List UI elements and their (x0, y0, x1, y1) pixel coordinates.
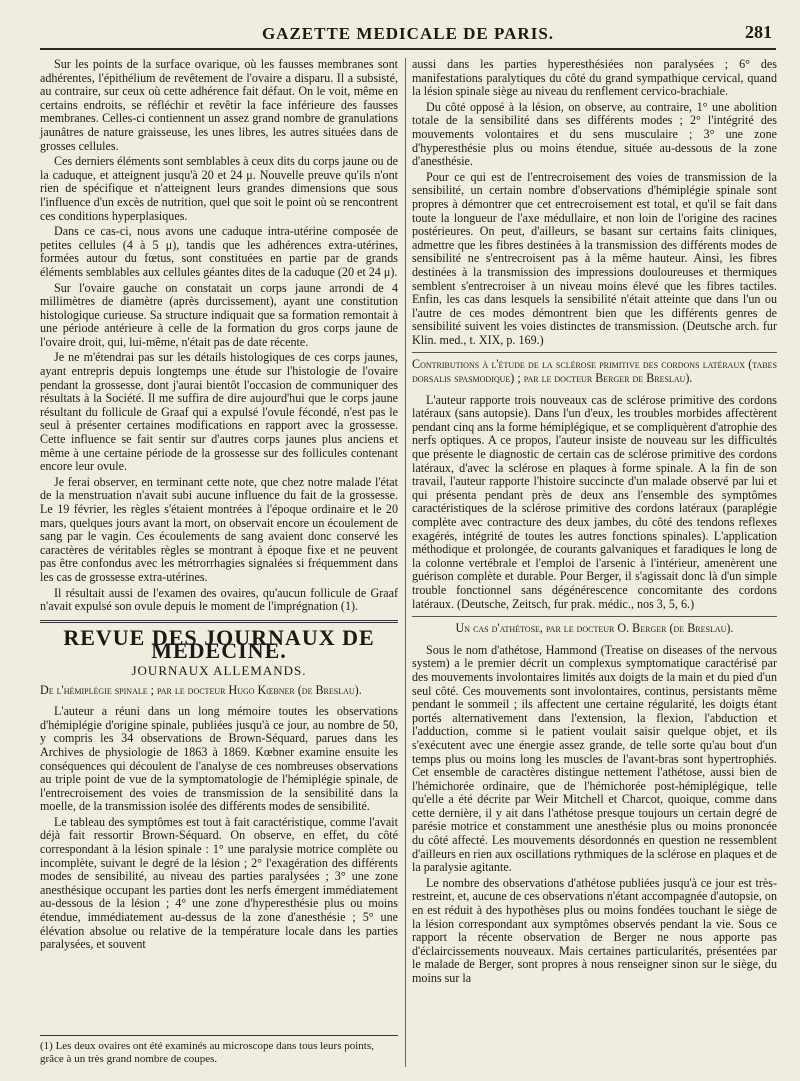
paragraph: Le nombre des observations d'athétose publiées jusqu'à ce jour est très-restreint, et, aucune de ces observations n'étant accompagnée d'autopsie, on en est réduit à des hypothèses plus ou moins fondées touchant le siège de la lésion correspondant aux symptômes observés pendant la vie. Sous ce rapport la récente observation de Berger ne nous apporte pas d'éclaircissements nouveaux. Mais certaines particularités, présentées par le malade de Berger, sont propres à nous renseigner sinon sur le siège, du moins sur la (412, 875, 778, 985)
section-subtitle: JOURNAUX ALLEMANDS. (131, 662, 307, 678)
section-divider (40, 620, 398, 623)
right-column (412, 58, 777, 1073)
paragraph: Sur les points de la surface ovarique, où les fausses membranes sont adhérentes, l'épithélium de revêtement de l'ovaire a disparu. Il a subsisté, au contraire, sur ceux où cette adhérence fait défaut. On le voit, même en certains endroits, se réfléchir et revêtir la face inférieure des fausses membranes. Celles-ci contiennent un assez grand nombre de granulations jaunâtres de nature graisseuse, les unes libres, les autres situées dans de grosses cellules. (40, 57, 398, 153)
paragraph: Je ferai observer, en terminant cette note, que chez notre malade l'état de la menstruation n'avait subi aucune influence du fait de la grossesse. Le 19 février, les règles s'étaient montrées à l'époque ordinaire et le 20 mars, quelques jours avant la mort, on observait encore un écoulement de sang par le vagin. Ces écoulements de sang avaient donc conservé les caractères de véritables règles se montrant à époque fixe et ne peuvent pas être confondus avec les métrorrhagies signalées si fréquemment dans les cas de grossesse extra-utérines. (40, 474, 398, 584)
footnote (40, 1035, 398, 1065)
paragraph: Du côté opposé à la lésion, on observe, au contraire, 1° une abolition totale de la sensibilité dans ses différents modes ; 2° l'intégrité des mouvements volontaires et du sens musculaire ; 3° une zone d'hyperesthésie plus ou moins étendue, située au-dessous de la zone d'anesthésie. (412, 99, 777, 169)
left-column (40, 58, 398, 1073)
paragraph: Il résultait aussi de l'examen des ovaires, qu'aucun follicule de Graaf n'avait expulsé son ovule depuis le moment de l'imprégnation (1). (40, 585, 398, 614)
paragraph: Sur l'ovaire gauche on constatait un corps jaune arrondi de 4 millimètres de diamètre (après durcissement), ayant une constitution histologique curieuse. Sa structure indiquait que sa formation remontait à une période antérieure à celle de la formation du gros corps jaune de l'ovaire droit, qui, lui-même, n'était pas de date récente. (40, 280, 398, 349)
paragraph: Le tableau des symptômes est tout à fait caractéristique, comme l'avait déjà fait ressortir Brown-Séquard. On observe, en effet, du côté correspondant à la lésion spinale : 1° une paralysie motrice complète ou incomplète, suivant le degré de la lésion ; 2° l'exagération des différents modes de sensibilité, au niveau des parties paralysées ; 3° une zone anesthésique occupant les parties dont les nerfs émergent immédiatement au-dessous de la lésion ; 4° une zone d'hyperesthésie plus ou moins étendue, immédiatement au-dessus de la zone d'anesthésie ; 5° une élévation absolue ou relative de la température locale dans les parties paralysées, et souvent (40, 814, 398, 952)
paragraph: Je ne m'étendrai pas sur les détails histologiques de ces corps jaunes, ayant entrepris depuis longtemps une étude sur l'histologie de l'ovaire pendant la grossesse, dont j'aurai bientôt l'occasion de communiquer des résultats à la Société. Il me suffira de dire aujourd'hui que le corps jaune résultant du follicule de Graaf qui a expulsé l'ovule fécondé, n'est pas le seul à présenter certaines modifications en rapport avec la grossesse. Cette influence se fait sentir sur d'autres corps jaunes plus anciens et même à une certaine période de la grossesse sur des follicules contenant encore leur ovule. (40, 350, 398, 474)
journal-title: GAZETTE MEDICALE DE PARIS. (261, 24, 555, 43)
column-divider (405, 58, 406, 1067)
article-title: Contributions à l'étude de la sclérose primitive des cordons latéraux (tabes dorsalis spasmodique) ; par le docteur Berger de Breslau). (412, 357, 777, 386)
paragraph: Sous le nom d'athétose, Hammond (Treatise on diseases of the nervous system) a le premier décrit un complexus symptomatique caractérisé par des mouvements involontaires limités aux doigts de la main et du pied d'un seul côté. Ces mouvements sont involontaires, continus, persistants même pendant le sommeil ; ils affectent une certaine régularité, les doigts étant portés alternativement dans l'extension, la flexion, l'abduction et l'adduction, comme si le patient voulait saisir quelque objet, et ils s'exécutent avec une énergie assez grande, de telle sorte qu'au bout d'un temps plus ou moins long les muscles de l'avant-bras sont hypertrophiés. Cet ensemble de caractères distingue nettement l'athétose, aussi bien de l'hémichorée ordinaire, que de l'hémichorée post-hémiplégique, telle qu'elle a été décrite par Weir Mitchell et Charcot, quoique, comme dans cette dernière, il y ait dans l'athétose presque toujours un certain degré de parésie motrice et constamment une anesthésie plus ou moins prononcée du côté affecté. Les mouvements désordonnés en question ne ressemblent d'ailleurs en rien aux oscillations rythmiques de la sclérose en plaques et de la paralysie agitante. (412, 642, 777, 875)
paragraph: aussi dans les parties hyperesthésiées non paralysées ; 6° des manifestations paralytiques du côté du grand sympathique cervical, quand la lésion spinale siège au niveau du renflement cervico-brachiale. (412, 57, 777, 99)
paragraph: Ces derniers éléments sont semblables à ceux dits du corps jaune ou de la caduque, et atteignent jusqu'à 20 et 24 μ. Nouvelle preuve qu'ils n'ont rien de spécifique et n'atteignent leurs grandes dimensions que sous l'influence d'un excès de nutrition, quel que soit le point où se rencontrent ces conditions hyperplasiques. (40, 154, 398, 223)
footnote-rule (40, 1035, 398, 1036)
paragraph: L'auteur rapporte trois nouveaux cas de sclérose primitive des cordons latéraux (sans autopsie). Dans l'un d'eux, les troubles morbides affectèrent pendant cinq ans la forme hémiplégique, et se compliquèrent d'atrophie des nerfs optiques. A ce propos, l'auteur insiste de nouveau sur les difficultés que présente le diagnostic de certain cas de sclérose primitive des cordons latéraux, d'avec la sclérose en plaques à forme spinale. A la fin de son travail, l'auteur rapporte l'histoire succincte d'un malade observé par lui et qui présenta pendant près de deux ans l'ensemble des symptômes caractéristiques de la sclérose primitive des cordons latéraux (paraplégie complète avec contracture des deux jambes, du côté des tendons reflexes exagérés, intégrité de toutes les autres fonctions spinales). L'application méthodique et prolongée, de courants galvaniques et faradiques le long de la colonne vertébrale et l'emploi de l'arsenic à l'intérieur, amenèrent une guérison complète et durable. Pour Berger, il s'agissait donc là d'un simple trouble fonctionnel sans dégénérescence concomitante des cordons latéraux. (Deutsche, Zeitsch, fur prak. médic., nos 3, 5, 6.) (412, 392, 777, 611)
article-divider (412, 352, 777, 353)
article-title: De l'hémiplégie spinale ; par le docteur Hugo Kœbner (de Breslau). (40, 682, 362, 697)
footnote-text: (1) Les deux ovaires ont été examinés au microscope dans tous leurs points, grâce à un très grand nombre de coupes. (40, 1040, 374, 1065)
section-title: REVUE DES JOURNAUX DE MEDECINE. (63, 624, 375, 664)
article-divider (412, 616, 777, 617)
page-header (40, 18, 776, 50)
paragraph: Pour ce qui est de l'entrecroisement des voies de transmission de la sensibilité, un certain nombre d'observations d'hémiplégie spinale sont propres à démontrer que cet entrecroisement est total, et qu'il se fait dans toute la longueur de l'axe médullaire, et non loin de l'origine des racines postérieures. On peut, d'ailleurs, se basant sur certains faits cliniques, admettre que les fibres destinées à la transmission des différents modes de sensibilité ne s'entrecroisent pas à la même hauteur. Ainsi, les fibres destinées à la transmission des impressions douloureuses et thermiques semblent s'entrecroiser à un niveau moins élevé que les fibres tactiles. Enfin, les cas dans lesquels la sensibilité n'était atteinte que dans l'un ou l'autre de ces modes démontrent bien que les différents genres de sensibilité suivent les voies distinctes de transmission. (Deutsche arch. fur Klin. med., t. XIX, p. 169.) (412, 169, 777, 347)
article-title: Un cas d'athétose, par le docteur O. Berger (de Breslau). (455, 621, 734, 636)
paragraph: L'auteur a réuni dans un long mémoire toutes les observations d'hémiplégie d'origine spinale, publiées jusqu'à ce jour, au nombre de 50, y compris les 34 observations de Brown-Séquard, parues dans les Archives de physiologie de 1863 à 1869. Kœbner examine ensuite les conséquences qui découlent de l'analyse de ces nombreuses observations au triple point de vue de la symptomatologie de l'hémiplégie spinale, de l'entrecroisement des voies de transmission de la sensibilité dans la moelle, de la transmission isolée des différents modes de sensibilité. (40, 704, 398, 814)
paragraph: Dans ce cas-ci, nous avons une caduque intra-utérine composée de petites cellules (4 à 5 μ), tandis que les adhérences extra-utérines, formées autour du fœtus, sont constituées en partie par de grands éléments semblables aux cellules géantes dites de la caduque (20 et 24 μ). (40, 224, 398, 279)
page-number: 281 (745, 22, 772, 42)
